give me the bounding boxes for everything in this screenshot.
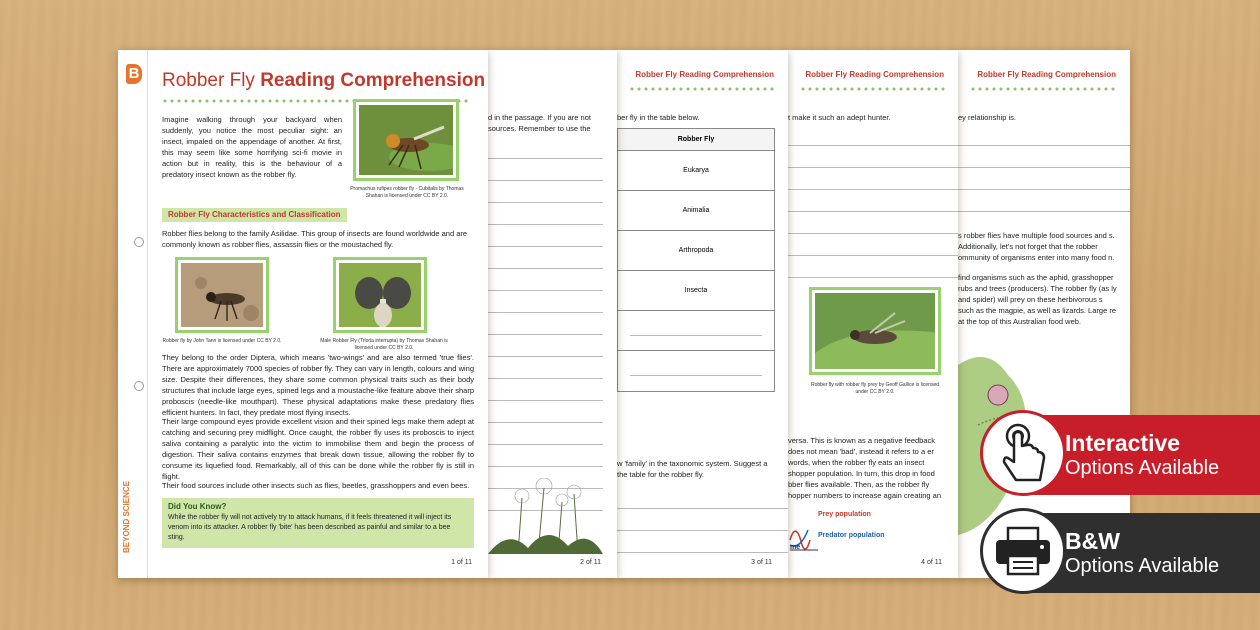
printer-icon [980, 508, 1066, 594]
photo-caption: Male Robber Fly (Triorla interrupta) by Thomas Shahan is licensed under CC BY 2.0. [320, 338, 448, 351]
hunting-paragraph: Their large compound eyes provide excellent vision and their spined legs make them adept at catching and securing prey midflight. Once caught, the robber fly uses its proboscis to inject saliva containing a paralytic into the victim to immobilise them and begin the process of digestion. Their saliva contains enzymes that break down tissue, allowing the robber fly to consume its liquefied food. Remarkably, all of this can be done while the robber fly is still in flight. [162, 417, 474, 481]
page5-body-2: find organisms such as the aphid, grasshopper rubs and trees (producers). The robber fly (as ly and spider) will prey on these herbivorous s such as the magpie, as well as lizards. Large re at the top of this Australian food web. [958, 273, 1117, 326]
beyond-logo-icon: B [126, 64, 142, 84]
table-row-blank [618, 351, 774, 391]
page3-bottom-text: w 'family' in the taxonomic system. Suggest a the table for the robber fly. [617, 459, 768, 479]
brand-text: BEYOND SCIENCE [122, 480, 131, 553]
dandelion-illustration [488, 478, 617, 554]
page-number: 4 of 11 [921, 559, 942, 566]
intro-paragraph: Imagine walking through your backyard when suddenly, you notice the most peculiar sight: an insect, impaled on the appendage of another. At first, this may seem like some horrifying sci-fi movie in action but in reality, this is the behaviour of a predatory insect known as the robber fly. [162, 115, 342, 179]
section-heading: Robber Fly Characteristics and Classification [162, 208, 347, 222]
printer-shape-icon [994, 526, 1052, 576]
running-header: Robber Fly Reading Comprehension [635, 70, 774, 79]
banner-bw-title: B&W [1065, 528, 1120, 554]
page-number: 2 of 11 [580, 559, 601, 566]
table-row: Animalia [618, 191, 774, 231]
punch-hole [134, 237, 144, 247]
header-divider [629, 86, 776, 92]
robber-fly-on-sand-image [181, 263, 266, 330]
banner-interactive-subtitle: Options Available [1065, 457, 1220, 479]
page-number: 1 of 11 [451, 559, 472, 566]
answer-lines [488, 158, 603, 532]
john-tann-photo [178, 260, 266, 330]
table-row: Insecta [618, 271, 774, 311]
photo-caption: Promachus rufipes robber fly - Cubitalis by Thomas Shahan is licensed under CC BY 2.0. [350, 186, 464, 199]
worksheet-page-4 [788, 50, 958, 578]
did-you-know-box [162, 498, 474, 548]
worksheet-page-2 [488, 50, 617, 578]
title-regular: Robber Fly [162, 70, 255, 91]
did-you-know-title: Did You Know? [168, 502, 227, 511]
photo-caption: Robber fly by John Tann is licensed under CC BY 2.0. [162, 338, 282, 344]
header-divider [970, 86, 1118, 92]
banner-interactive-title: Interactive [1065, 430, 1181, 456]
page5-body: s robber flies have multiple food sources and s. Additionally, let's not forget that the robber ommunity of organisms enter into many food n. [958, 231, 1115, 262]
header-divider [800, 86, 946, 92]
food-paragraph: Their food sources include other insects such as flies, beetles, grasshoppers and even bees. [162, 481, 470, 490]
page4-intro: t make it such an adept hunter. [788, 113, 891, 122]
running-header: Robber Fly Reading Comprehension [977, 70, 1116, 79]
page3-intro: ber fly in the table below. [617, 113, 700, 122]
worksheet-page-5 [958, 50, 1130, 578]
promachus-photo [356, 102, 456, 178]
tap-hand-icon [980, 410, 1066, 496]
robber-fly-prey-photo [812, 290, 938, 372]
title-bold: Reading Comprehension [260, 70, 486, 91]
classification-table [617, 128, 775, 392]
page-title [162, 70, 485, 92]
page-number: 3 of 11 [751, 559, 772, 566]
graph-axis-label: me [790, 544, 801, 551]
did-you-know-text: While the robber fly will not actively try to attack humans, if it feels threatened it will inject its venom into its attacker. A robber fly 'bite' has been described as painful and similar to a bee sting. [168, 514, 452, 541]
answer-lines [958, 145, 1130, 233]
punch-hole [134, 381, 144, 391]
page5-intro: ey relationship is. [958, 113, 1016, 122]
table-row: Eukarya [618, 151, 774, 191]
graph-label-prey: Prey population [818, 511, 871, 518]
robber-fly-closeup-image [359, 105, 456, 178]
thomas-shahan-photo [336, 260, 424, 330]
banner-bw-subtitle: Options Available [1065, 555, 1220, 577]
worksheet-page-1 [118, 50, 488, 578]
answer-lines [788, 145, 958, 299]
page4-body: versa. This is known as a negative feedback does not mean 'bad', instead it refers to a er words, when the robber fly eats an insect shopper population. In turn, this drop in food bber flies available. Then, as the robber fly hopper numbers to increase again creating an [788, 436, 942, 500]
robber-fly-face-image [339, 263, 424, 330]
table-row: Arthropoda [618, 231, 774, 271]
robber-fly-on-leaf-image [815, 293, 938, 372]
family-paragraph: Robber flies belong to the family Asilidae. This group of insects are found worldwide and are commonly known as robber flies, assassin flies or the moustached fly. [162, 229, 468, 249]
graph-label-predator: Predator population [818, 532, 885, 539]
worksheet-page-3 [617, 50, 788, 578]
table-row-blank [618, 311, 774, 351]
table-header: Robber Fly [618, 129, 774, 151]
order-paragraph: They belong to the order Diptera, which means 'two-wings' and are also termed 'true flies'. There are approximately 7000 species of robber fly. They can vary in length, colours and wing size. Despite their differences, they share some common physical traits such as their body structures that include large eyes, spined legs and a moustache-like feature above their sharp proboscis (needle-like mouthpart). These physical adaptations make these predatory flies efficient hunters. In fact, they predate most flying insects. [162, 353, 474, 417]
running-header: Robber Fly Reading Comprehension [805, 70, 944, 79]
population-graph [788, 500, 958, 560]
photo-caption: Robber fly with robber fly prey by Geoff Gallice is licensed under CC BY 2.0. [810, 382, 940, 395]
page2-text: d in the passage. If you are not sources. Remember to use the [488, 113, 591, 133]
pointer-hand-icon [996, 422, 1050, 484]
